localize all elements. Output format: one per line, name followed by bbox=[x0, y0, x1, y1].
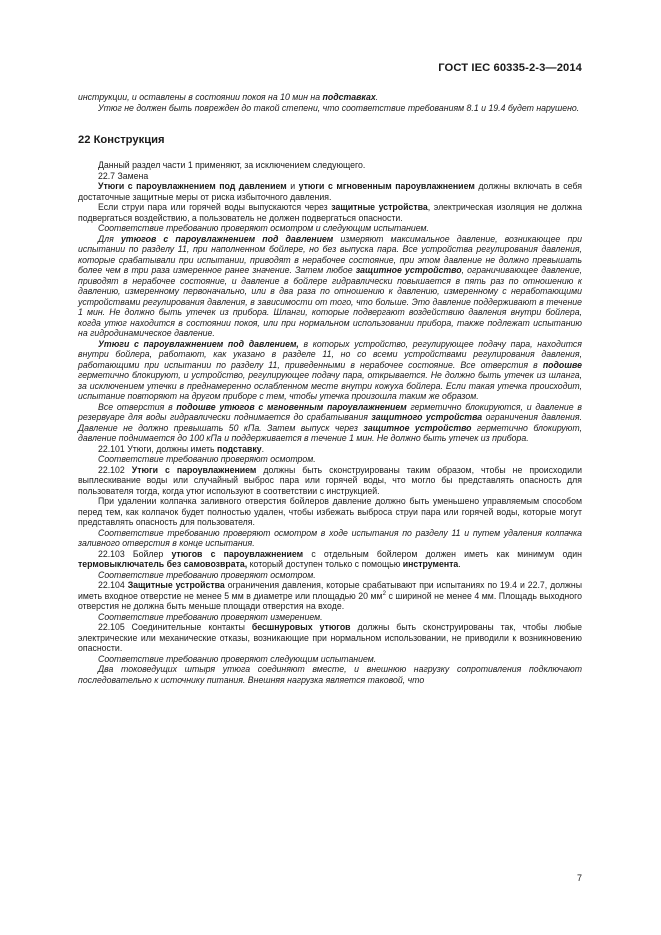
text-run: подставку bbox=[217, 443, 262, 454]
text-run: Соответствие требованию проверяют следующим испытанием. bbox=[98, 653, 377, 664]
text-run: Утюги с пароувлажнением под давлением, bbox=[98, 338, 299, 349]
paragraph-p15 bbox=[78, 528, 582, 549]
text-run: герметично блокируются, и давление в резервуаре для воды гидравлически поднимается до срабатывания bbox=[78, 401, 582, 422]
paragraph-p22 bbox=[78, 664, 582, 685]
text-run: ограничения давления, которые срабатывают при испытаниях по 19.4 и 22.7, должны иметь входное отверстие не менее 5 мм в диаметре или площадью 20 мм bbox=[78, 580, 583, 601]
text-run: утюгов с пароувлажнением bbox=[171, 548, 304, 559]
text-run: 22.103 Бойлер bbox=[98, 548, 172, 559]
text-run: 22.105 Соединительные контакты bbox=[98, 622, 252, 632]
text-run: При удалении колпачка заливного отверстия бойлеров давление должно быть уменьшено управляемым способом перед тем, как колпачок будет полностью удален, чтобы избежать выброса струи пара или горячей воды, которые могут представлять опасность для пользователя. bbox=[78, 496, 582, 527]
paragraph-p6 bbox=[78, 202, 582, 223]
text-run: Соответствие требованию проверяют осмотром. bbox=[98, 569, 316, 580]
text-run: , электрическая изоляция не должна подвергаться воздействию, а пользователь не должен подвергаться опасности. bbox=[78, 202, 583, 223]
text-run: 22.104 bbox=[98, 580, 128, 590]
text-run: должны быть сконструированы таким образом, чтобы не происходили выплескивание воды или случайный выброс пара или горячей воды, что могло бы представлять опасность для пользователя тогда, когда утюг используют в соответствии с инструкцией. bbox=[78, 464, 582, 496]
text-run: утюги с мгновенным пароувлажнением bbox=[298, 181, 475, 191]
text-run: защитное устройство bbox=[355, 265, 462, 275]
text-run: 22.102 bbox=[98, 464, 132, 475]
paragraph-p10 bbox=[78, 402, 582, 444]
text-run: бесшнуровых утюгов bbox=[251, 622, 351, 632]
text-run: инструкции, и оставлены в состоянии покоя на 10 мин на bbox=[78, 92, 323, 102]
text-run: Соответствие требованию проверяют осмотром. bbox=[98, 454, 316, 464]
text-run: в которых устройство, регулирующее подачу пара, находится внутри бойлера, работают, как указано в разделе 11, но со всеми устройствами регулирования давления, работающими при испытании по разделу 11, приведенными в нерабочее состояние. Все отверстия в bbox=[78, 338, 582, 370]
text-run: , ограничивающее давление, приводят в нерабочее состояние, и давление в бойлере гидравлически повышается в пять раз по отношению к давлению, измеренному первоначально, или в два раза по отношению к давлению, измеренному с неработающими устройствами регулирования давления, в зависимости от того, что больше. Это давление поддерживают в течение 1 мин. Не должно быть утечек из прибора. Шланги, которые подвергают воздействию давления внутри бойлера, когда утюг находится в состоянии покоя, или при нормальном использовании прибора, также подлежат испытанию на гидродинамическое давление. bbox=[78, 265, 583, 338]
paragraph-p11 bbox=[78, 444, 582, 455]
text-run: 22.101 Утюги, должны иметь bbox=[98, 443, 218, 454]
section-heading bbox=[78, 134, 582, 147]
paragraph-p20 bbox=[78, 622, 582, 654]
text-run: герметично блокируют, и устройство, регулирующее подачу пара, открывается. Не должно быть утечек из шланга, за исключением утечки в преднамеренно ослабленном месте внутри кожуха бойлера. Если такая утечка происходит, испытание повторяют на другом приборе с тем, чтобы утечка произошла таким же образом. bbox=[78, 370, 582, 401]
document-body bbox=[78, 92, 582, 685]
text-run: . bbox=[375, 92, 379, 102]
text-run: 2 bbox=[382, 590, 386, 597]
text-run: 22.7 Замена bbox=[98, 170, 149, 181]
paragraph-p16 bbox=[78, 549, 582, 570]
text-run: Утюги с пароувлажнением под давлением bbox=[98, 181, 287, 191]
paragraph-p12 bbox=[78, 454, 582, 465]
text-run: Утюг не должен быть поврежден до такой степени, что соответствие требованиям 8.1 и 19.4 будет нарушено. bbox=[98, 102, 580, 113]
text-run: с отдельным бойлером должен иметь как минимум один bbox=[303, 548, 582, 559]
text-run: измеряют максимальное давление, возникающее при испытании по разделу 11, при наполненном бойлере, но без выпуска пара. Все устройства регулирования давления, которые срабатывали при испытании, приводят в нерабочее состояние, при этом давление не должно превышать более чем в три раза измеренное ранее значение. Затем любое bbox=[78, 233, 583, 275]
text-run: ограничения давления. Давление не должно превышать 50 кПа. Затем выпуск через bbox=[78, 412, 583, 433]
paragraph-p2 bbox=[78, 103, 582, 114]
text-run: защитное устройство bbox=[363, 422, 472, 433]
text-run: Соответствие требованию проверяют осмотром в ходе испытания по разделу 11 и путем удаления колпачка заливного отверстия в конце испытания. bbox=[78, 527, 582, 548]
paragraph-p1 bbox=[78, 92, 582, 103]
paragraph-p4 bbox=[78, 171, 582, 182]
text-run: и bbox=[286, 181, 299, 191]
paragraph-p18 bbox=[78, 580, 582, 612]
text-run: Соответствие требованию проверяют осмотром и следующим испытанием. bbox=[98, 223, 429, 233]
text-run: защитные устройства bbox=[331, 202, 428, 212]
text-run: инструмента bbox=[402, 559, 459, 569]
text-run: Утюги с пароувлажнением bbox=[131, 464, 257, 475]
paragraph-p9 bbox=[78, 339, 582, 402]
text-run: утюгов с пароувлажнением под давлением bbox=[120, 233, 334, 244]
text-run: . bbox=[458, 559, 461, 569]
paragraph-p3 bbox=[78, 160, 582, 171]
paragraph-p14 bbox=[78, 496, 582, 528]
paragraph-p7 bbox=[78, 223, 582, 234]
paragraph-p5 bbox=[78, 181, 582, 202]
paragraph-p8 bbox=[78, 234, 582, 339]
text-run: Защитные устройства bbox=[127, 580, 225, 590]
text-run: должны включать в себя достаточные защитные меры от риска избыточного давления. bbox=[78, 181, 582, 202]
section-number: 22 bbox=[78, 134, 91, 146]
text-run: термовыключатель без самовозврата, bbox=[78, 559, 248, 569]
paragraph-p13 bbox=[78, 465, 582, 497]
text-run: . bbox=[261, 443, 265, 454]
text-run: герметично блокируют, давление поднимается до 100 кПа и поддерживается в течение 1 мин. Не должно быть утечек из прибора. bbox=[78, 422, 583, 443]
text-run: подошве bbox=[542, 359, 582, 370]
text-run: Все отверстия в bbox=[98, 401, 177, 412]
text-run: защитного устройства bbox=[371, 412, 483, 422]
paragraph-p21 bbox=[78, 654, 582, 665]
text-run: с шириной не менее 4 мм. Площадь выходного отверстия не должна быть меньше площади отверстия на входе. bbox=[78, 590, 582, 611]
section-title: Конструкция bbox=[93, 134, 165, 146]
text-run: Два токоведущих штыря утюга соединяют вместе, и внешнюю нагрузку сопротивления подключают последовательно к источнику питания. Внешняя нагрузка является таковой, что bbox=[78, 664, 582, 685]
page-number: 7 bbox=[576, 873, 582, 883]
text-run: Данный раздел части 1 применяют, за исключением следующего. bbox=[98, 160, 366, 170]
text-run: подошве утюгов с мгновенным пароувлажнением bbox=[176, 401, 407, 412]
text-run: который доступен только с помощью bbox=[247, 559, 403, 569]
paragraph-p17 bbox=[78, 570, 582, 581]
text-run: Если струи пара или горячей воды выпускаются через bbox=[98, 202, 332, 212]
paragraph-p19 bbox=[78, 612, 582, 623]
text-run: Соответствие требованию проверяют измерением. bbox=[98, 611, 323, 622]
text-run: должны быть сконструированы так, чтобы любые электрические или механические отказы, возникающие при нормальном использовании, не приводили к возникновению опасности. bbox=[78, 622, 582, 653]
document-header: ГОСТ IEC 60335-2-3—2014 bbox=[438, 62, 582, 74]
text-run: Для bbox=[98, 233, 121, 244]
text-run: подставках bbox=[322, 92, 376, 102]
